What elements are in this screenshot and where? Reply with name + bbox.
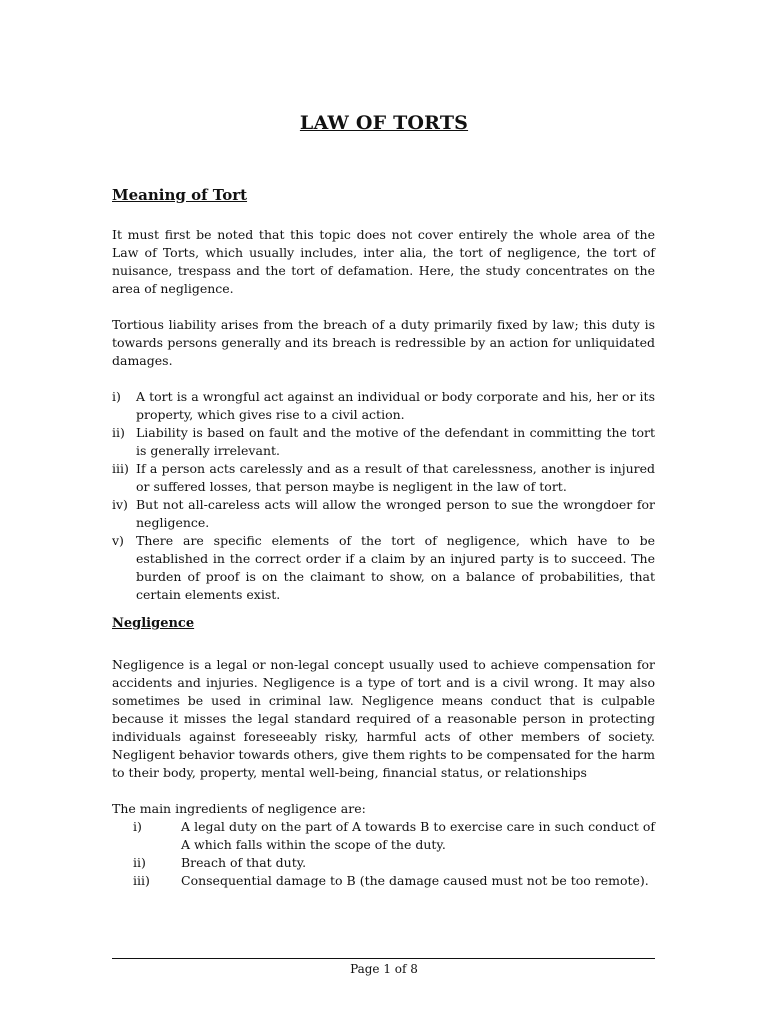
list-item	[112, 496, 655, 532]
ingredients-list	[133, 818, 655, 890]
list-item-number: i)	[112, 389, 121, 404]
list-item	[133, 854, 655, 872]
list-item-text: Consequential damage to B (the damage caused must not be too remote).	[181, 873, 649, 888]
list-item-number: iii)	[133, 873, 150, 888]
list-item-number: v)	[112, 533, 124, 548]
list-item-text: A tort is a wrongful act against an individual or body corporate and his, her or its property, which gives rise to a civil action.	[136, 389, 655, 422]
ingredients-intro: The main ingredients of negligence are:	[112, 801, 366, 816]
page-number: Page 1 of 8	[350, 962, 418, 976]
list-item-number: ii)	[133, 855, 146, 870]
document-title: LAW OF TORTS	[299, 112, 469, 134]
list-item	[112, 388, 655, 424]
list-item	[133, 872, 655, 890]
list-item-text: Breach of that duty.	[181, 855, 307, 870]
list-item-text: Liability is based on fault and the motive of the defendant in committing the tort is generally irrelevant.	[136, 425, 655, 458]
section-heading-negligence: Negligence	[112, 616, 195, 631]
list-item-number: ii)	[112, 425, 125, 440]
paragraph-negligence: Negligence is a legal or non-legal concept usually used to achieve compensation for accidents and injuries. Negligence is a type of tort and is a civil wrong. It may also sometimes be used in criminal law. Negligence means conduct that is culpable because it misses the legal standard required of a reasonable person in protecting individuals against foreseeably risky, harmful acts of other members of society. Negligent behavior towards others, give them rights to be compensated for the harm to their body, property, mental well-being, financial status, or relationships	[112, 657, 655, 780]
list-item-text: If a person acts carelessly and as a result of that carelessness, another is injured or suffered losses, that person maybe is negligent in the law of tort.	[136, 461, 655, 494]
list-item-text: A legal duty on the part of A towards B to exercise care in such conduct of A which falls within the scope of the duty.	[181, 819, 655, 852]
list-item-number: iii)	[112, 461, 129, 476]
paragraph-tortious-liability: Tortious liability arises from the breach of a duty primarily fixed by law; this duty is towards persons generally and its breach is redressible by an action for unliquidated damages.	[112, 317, 655, 368]
list-item-text: There are specific elements of the tort of negligence, which have to be established in the correct order if a claim by an injured party is to succeed. The burden of proof is on the claimant to show, on a balance of probabilities, that certain elements exist.	[136, 533, 655, 602]
footer-divider	[112, 958, 655, 959]
list-item	[112, 460, 655, 496]
list-item-text: But not all-careless acts will allow the wronged person to sue the wrongdoer for negligence.	[136, 497, 655, 530]
paragraph-intro: It must first be noted that this topic does not cover entirely the whole area of the Law of Torts, which usually includes, inter alia, the tort of negligence, the tort of nuisance, trespass and the tort of defamation. Here, the study concentrates on the area of negligence.	[112, 227, 655, 296]
section-heading-meaning-of-tort: Meaning of Tort	[112, 186, 248, 204]
list-item	[112, 424, 655, 460]
list-item-number: iv)	[112, 497, 128, 512]
list-item	[133, 818, 655, 854]
list-item	[112, 532, 655, 604]
tort-points-list	[112, 388, 655, 604]
list-item-number: i)	[133, 819, 142, 834]
